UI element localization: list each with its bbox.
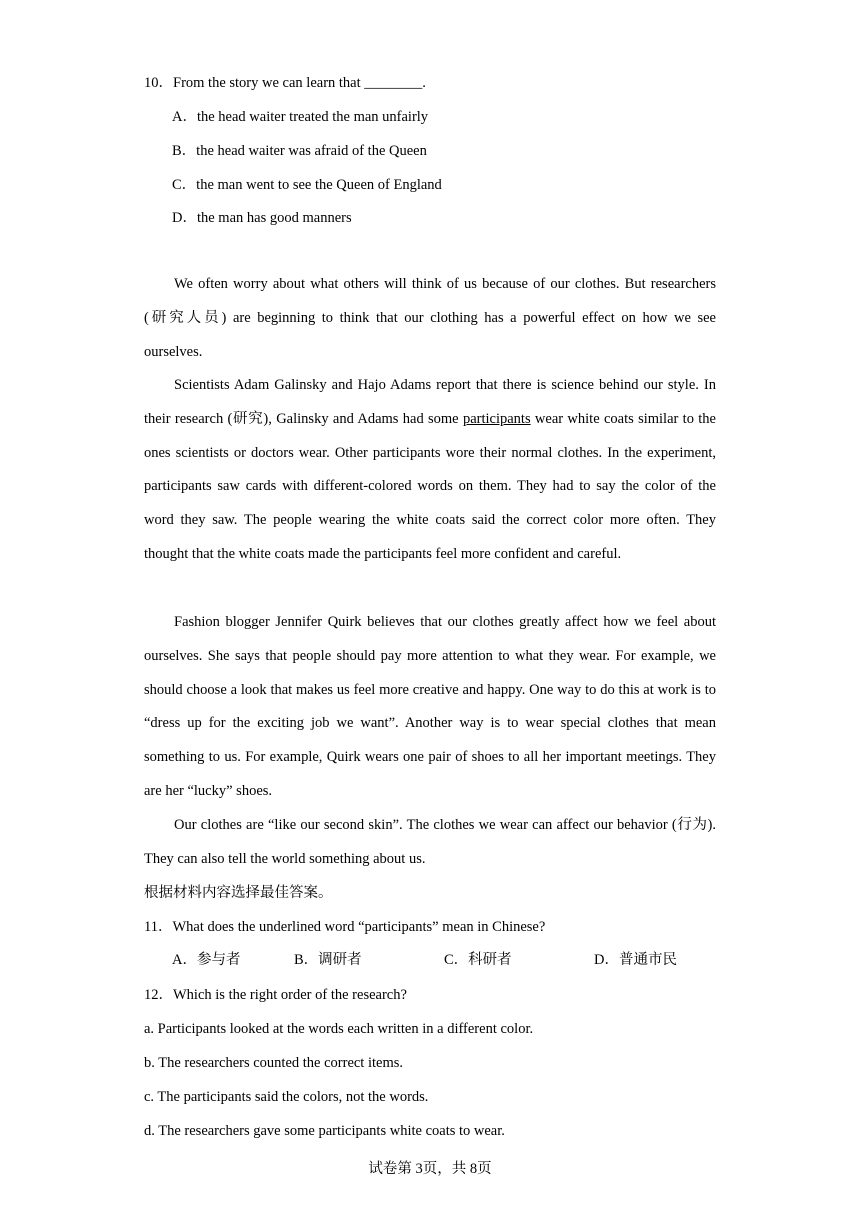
instruction-text: 根据材料内容选择最佳答案。: [144, 885, 333, 901]
passage-paragraph-4: Our clothes are “like our second skin”. The clothes we wear can affect our behavior (行为). They can also tell the world something about us.: [144, 817, 716, 867]
passage-paragraph-2: [144, 369, 716, 572]
passage-paragraph-2-start: Scientists Adam Galinsky and Hajo Adams report that there is science behind our style. In their research (研究), Galinsky and Adams had some: [144, 377, 716, 427]
question-11-option-c: C．科研者: [444, 952, 512, 968]
question-12-stem: 12．Which is the right order of the research?: [144, 987, 407, 1003]
question-11-option-b: B．调研者: [294, 952, 362, 968]
question-10-stem: 10．From the story we can learn that ________.: [144, 75, 426, 91]
question-10-option-a: A．the head waiter treated the man unfairly: [172, 109, 429, 125]
question-11-option-a: A．参与者: [172, 952, 241, 968]
question-12-item-b: b. The researchers counted the correct items.: [144, 1055, 404, 1071]
page-footer: 试卷第 3页，共 8页: [368, 1161, 492, 1177]
question-12-item-a: a. Participants looked at the words each written in a different color.: [144, 1021, 534, 1037]
underlined-word-participants: participants: [462, 410, 531, 427]
question-12-item-c: c. The participants said the colors, not the words.: [144, 1089, 429, 1105]
question-10-option-c: C．the man went to see the Queen of England: [172, 177, 442, 193]
question-12-item-d: d. The researchers gave some participants white coats to wear.: [144, 1123, 505, 1139]
question-11-options: [172, 950, 732, 972]
question-10-option-b: B．the head waiter was afraid of the Queen: [172, 143, 427, 159]
passage-paragraph-2-end: wear white coats similar to the ones scientists or doctors wear. Other participants wore their normal clothes. In the experiment, participants saw cards with different-colored words on them. They had to say the color of the word they saw. The people wearing the white coats said the correct color more often. They thought that the white coats made the participants feel more confident and careful.: [144, 410, 716, 562]
question-11-option-d: D．普通市民: [594, 952, 677, 968]
question-10-option-d: D．the man has good manners: [172, 210, 352, 226]
passage-paragraph-3: Fashion blogger Jennifer Quirk believes that our clothes greatly affect how we feel about ourselves. She says that people should pay more attention to what they wear. For example, we should choose a look that makes us feel more creative and happy. One way to do this at work is to “dress up for the exciting job we want”. Another way is to wear special clothes that mean something to us. For example, Quirk wears one pair of shoes to all her important meetings. They are her “lucky” shoes.: [144, 614, 716, 799]
question-11-stem: 11．What does the underlined word “participants” mean in Chinese?: [144, 919, 546, 935]
passage-paragraph-1: We often worry about what others will think of us because of our clothes. But researchers (研究人员) are beginning to think that our clothing has a powerful effect on how we see ourselves.: [144, 276, 716, 360]
